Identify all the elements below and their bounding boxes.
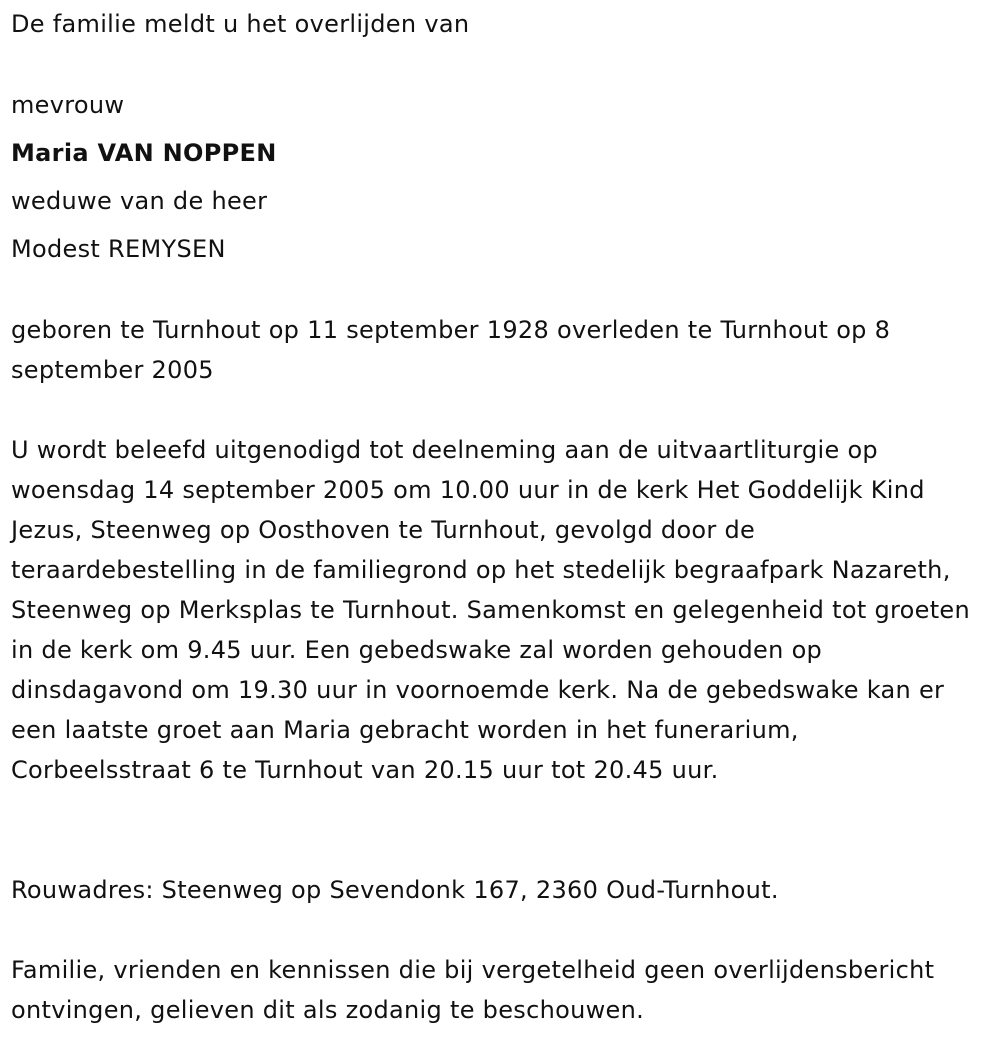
mourning-address: Rouwadres: Steenweg op Sevendonk 167, 2360 Oud-Turnhout. bbox=[11, 876, 779, 904]
honorific: mevrouw bbox=[11, 91, 125, 119]
funeral-details: U wordt beleefd uitgenodigd tot deelneming aan de uitvaartliturgie op woensdag 14 september 2005 om 10.00 uur in de kerk Het Goddelijk Kind Jezus, Steenweg op Oosthoven te Turnhout, gevolgd door de teraardebestelling in de familiegrond op het stedelijk begraafpark Nazareth, Steenweg op Merksplas te Turnhout. Samenkomst en gelegenheid tot groeten in de kerk om 9.45 uur. Een gebedswake zal worden gehouden op dinsdagavond om 19.30 uur in voornoemde kerk. Na de gebedswake kan er een laatste groet aan Maria gebracht worden in het funerarium, Corbeelsstraat 6 te Turnhout van 20.15 uur tot 20.45 uur. bbox=[11, 436, 970, 784]
spouse-name: Modest REMYSEN bbox=[11, 235, 226, 263]
relation-text: weduwe van de heer bbox=[11, 187, 268, 215]
intro-text: De familie meldt u het overlijden van bbox=[11, 10, 470, 38]
deceased-name: Maria VAN NOPPEN bbox=[11, 139, 277, 167]
birth-death-text: geboren te Turnhout op 11 september 1928 overleden te Turnhout op 8 september 2005 bbox=[11, 316, 891, 384]
closing-text: Familie, vrienden en kennissen die bij vergetelheid geen overlijdensbericht ontvingen, gelieven dit als zodanig te beschouwen. bbox=[11, 956, 935, 1024]
